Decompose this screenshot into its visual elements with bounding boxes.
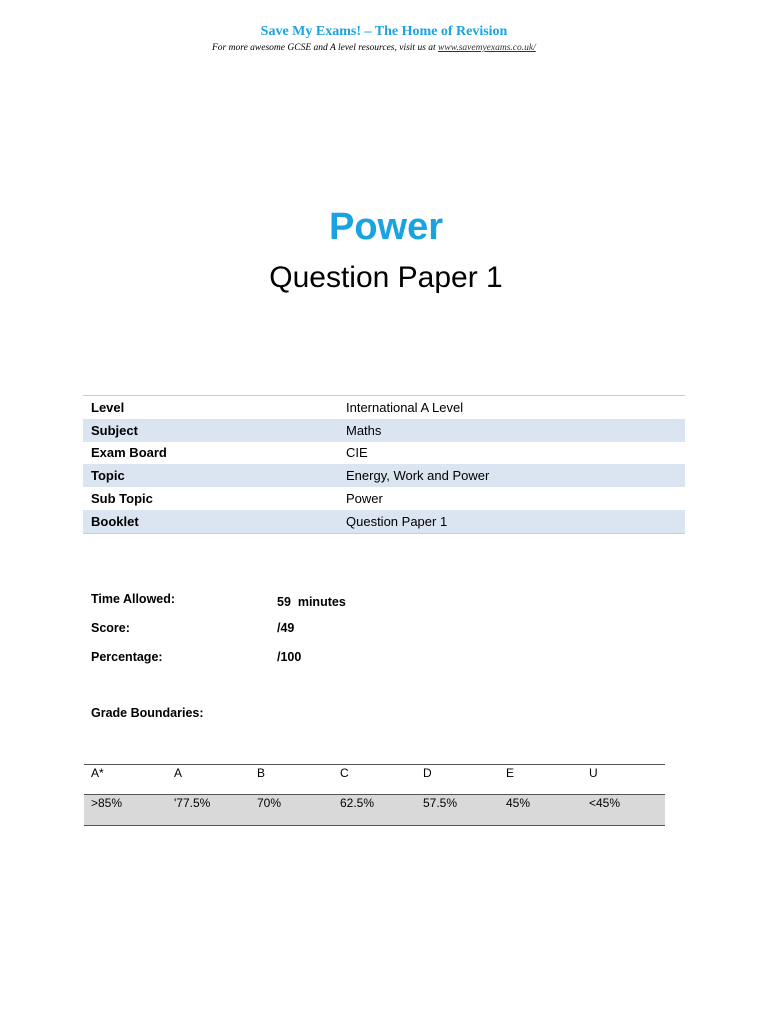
grade-label: B (257, 766, 266, 780)
grade-boundaries-table (84, 764, 665, 826)
grade-value: '77.5% (174, 796, 211, 810)
info-row-sub-topic (83, 487, 685, 510)
info-row-subject (83, 419, 685, 442)
header-subtitle-text: For more awesome GCSE and A level resources, visit us at (212, 43, 439, 53)
page-title: Power (328, 206, 444, 248)
info-key: Level (91, 399, 125, 415)
grade-value: 45% (506, 796, 531, 810)
info-row-booklet (83, 510, 685, 533)
info-value: Question Paper 1 (346, 513, 448, 529)
info-key: Subject (91, 422, 138, 438)
percentage-label: Percentage: (91, 650, 163, 664)
header-subtitle (212, 43, 536, 53)
grade-label: C (340, 766, 349, 780)
time-allowed-label: Time Allowed: (91, 592, 176, 606)
header-title: Save My Exams! – The Home of Revision (260, 24, 508, 39)
info-key: Topic (91, 468, 125, 484)
grade-boundaries-label: Grade Boundaries: (91, 706, 204, 720)
grade-label: A* (91, 766, 104, 780)
grade-value: >85% (91, 796, 123, 810)
grade-label: A (174, 766, 183, 780)
grade-values-row (84, 795, 665, 826)
info-key: Sub Topic (91, 491, 153, 507)
info-value: CIE (346, 445, 368, 461)
info-row-exam-board (83, 442, 685, 465)
grade-value: 62.5% (340, 796, 375, 810)
info-row-level (83, 396, 685, 419)
grade-label: E (506, 766, 515, 780)
score-label: Score: (91, 621, 130, 635)
page-subtitle: Question Paper 1 (269, 261, 503, 294)
info-table (83, 395, 685, 534)
percentage-value: /100 (277, 650, 302, 664)
info-value: International A Level (346, 399, 464, 415)
info-value: Maths (346, 422, 382, 438)
info-key: Exam Board (91, 445, 167, 461)
info-value: Power (346, 491, 383, 507)
info-row-topic (83, 464, 685, 487)
score-value: /49 (277, 621, 295, 635)
grade-label: D (423, 766, 432, 780)
grade-value: <45% (589, 796, 621, 810)
grade-value: 57.5% (423, 796, 458, 810)
grade-label: U (589, 766, 598, 780)
info-key: Booklet (91, 513, 139, 529)
time-allowed-value: 59 minutes (277, 595, 346, 609)
grade-value: 70% (257, 796, 282, 810)
grade-header-row (84, 764, 665, 795)
website-link[interactable]: www.savemyexams.co.uk/ (438, 43, 536, 53)
info-value: Energy, Work and Power (346, 468, 490, 484)
